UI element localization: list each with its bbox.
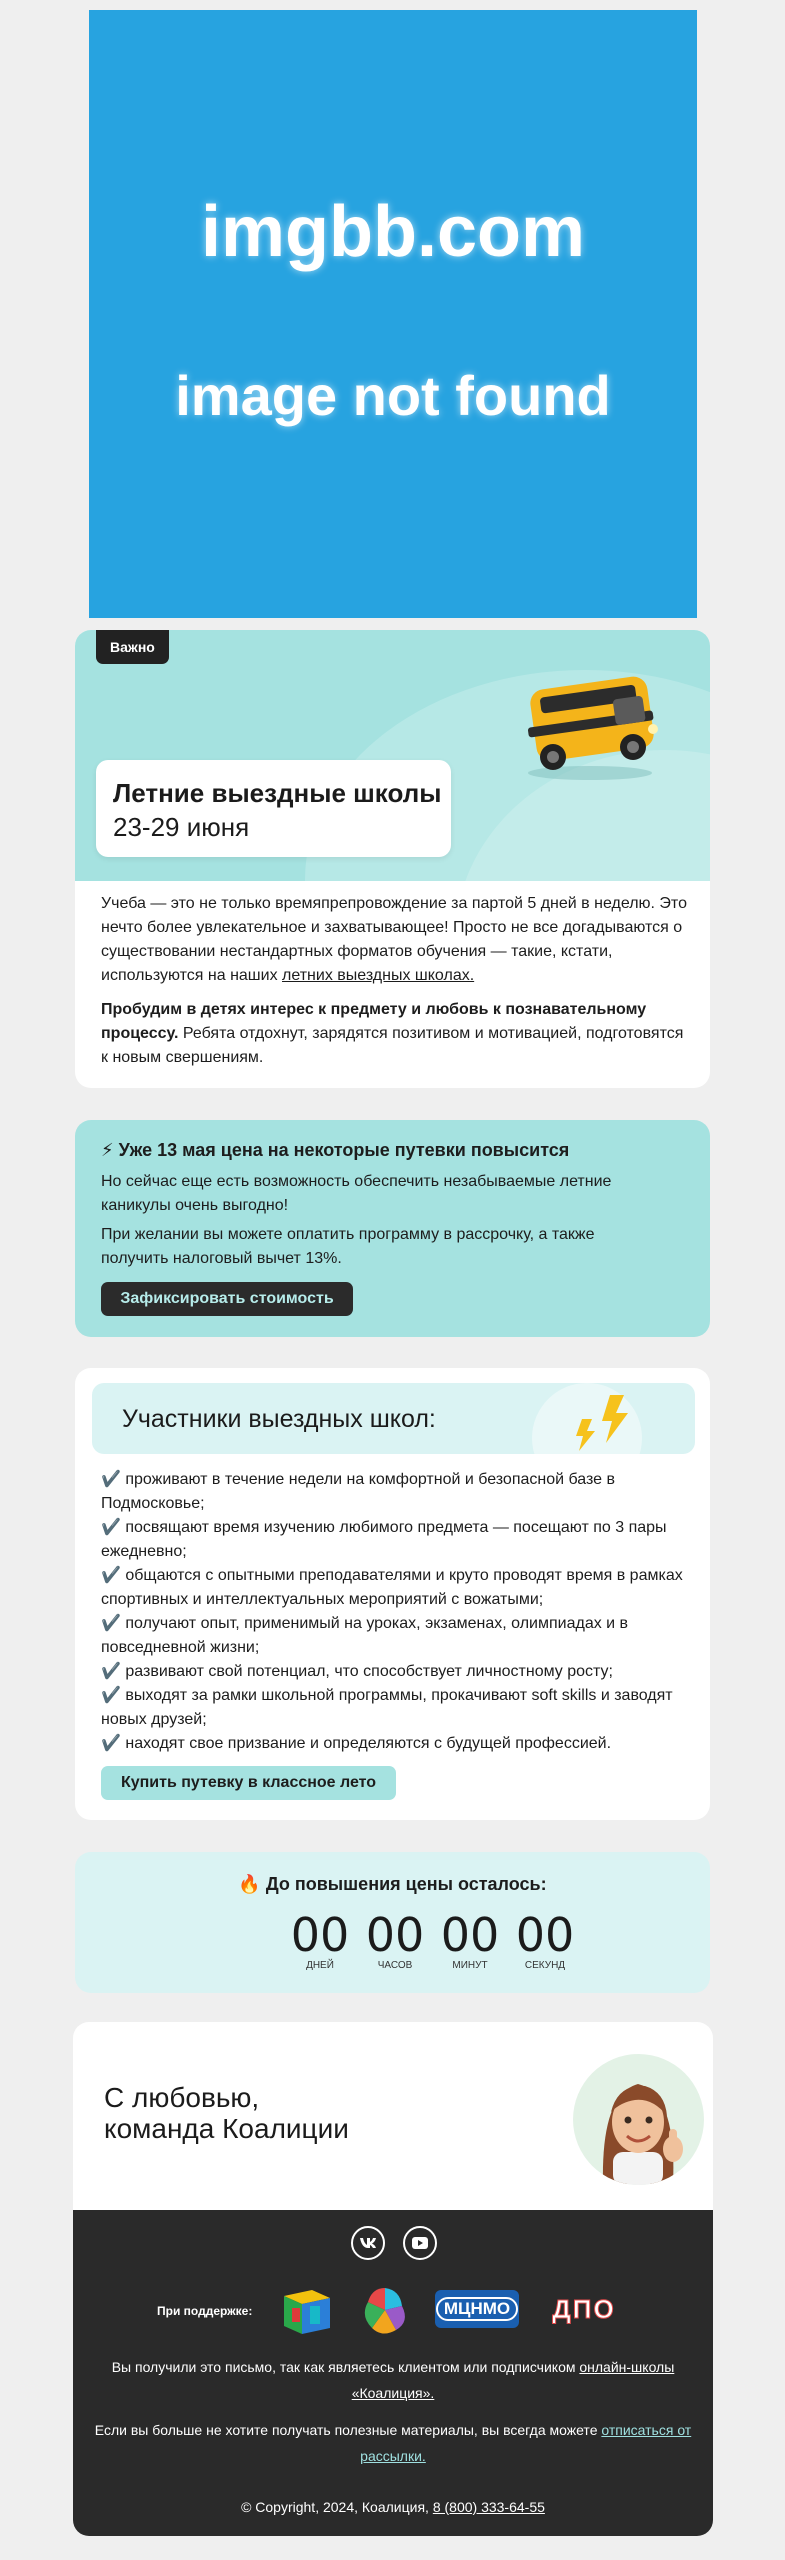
copyright: © Copyright, 2024, Коалиция, 8 (800) 333-64-55: [241, 2499, 545, 2515]
petal-logo-icon: [356, 2284, 414, 2336]
youtube-icon[interactable]: [403, 2226, 437, 2260]
support-label: При поддержке:: [157, 2304, 253, 2318]
list-item: ✔️ развивают свой потенциал, что способствует личностному росту;: [101, 1663, 613, 1680]
school-bus-icon: [515, 655, 665, 785]
subscription-notice: Вы получили это письмо, так как являетесь клиентом или подписчиком онлайн-школы «Коалиция».: [111, 2359, 675, 2401]
hero-line-1: imgbb.com: [200, 191, 585, 272]
list-item: ✔️ посвящают время изучению любимого предмета — посещают по 3 пары ежедневно;: [101, 1519, 667, 1560]
summer-schools-banner: [75, 630, 710, 881]
mcnmo-logo: МЦНМО: [435, 2290, 519, 2328]
price-paragraph-2: При желании вы можете оплатить программу в рассрочку, а также получить налоговый вычет 13%.: [101, 1226, 595, 1267]
list-item: ✔️ проживают в течение недели на комфортной и безопасной базе в Подмосковье;: [101, 1471, 616, 1512]
phone-link[interactable]: 8 (800) 333-64-55: [432, 2499, 545, 2515]
countdown-hours: 00 ЧАСОВ: [365, 1908, 425, 1971]
unsubscribe-notice: Если вы больше не хотите получать полезные материалы, вы всегда можете отписаться от рассылки.: [94, 2422, 692, 2464]
vk-icon[interactable]: [351, 2226, 385, 2260]
important-badge: Важно: [96, 630, 169, 664]
footer: [73, 2210, 713, 2536]
countdown-card: [75, 1852, 710, 1993]
list-item: ✔️ общаются с опытными преподавателями и круто проводят время в рамках спортивных и интеллектуальных мероприятий с вожатыми;: [101, 1567, 683, 1608]
summer-schools-card: [75, 630, 710, 1088]
signature-card: [73, 2022, 713, 2212]
summer-schools-link[interactable]: летних выездных школах.: [282, 967, 475, 984]
price-increase-heading: ⚡ Уже 13 мая цена на некоторые путевки повысится: [101, 1140, 570, 1160]
avatar: [573, 2054, 704, 2185]
summer-schools-dates: 23-29 июня: [113, 812, 250, 842]
lightning-icon: [562, 1391, 642, 1451]
countdown-minutes: 00 МИНУТ: [440, 1908, 500, 1971]
participants-list: [101, 1468, 691, 1756]
list-item: ✔️ находят свое призвание и определяются с будущей профессией.: [101, 1735, 612, 1752]
list-item: ✔️ выходят за рамки школьной программы, прокачивают soft skills и заводят новых друзей;: [101, 1687, 673, 1728]
hero-image-placeholder: [89, 10, 697, 618]
countdown-days: 00 ДНЕЙ: [290, 1908, 350, 1971]
fix-price-button[interactable]: Зафиксировать стоимость: [101, 1282, 353, 1316]
buy-trip-button[interactable]: Купить путевку в классное лето: [101, 1766, 396, 1800]
unsubscribe-link[interactable]: отписаться от рассылки.: [360, 2422, 692, 2464]
summer-schools-title: Летние выездные школы: [113, 778, 442, 808]
school-link[interactable]: онлайн-школы «Коалиция».: [351, 2359, 675, 2401]
memoji-avatar-icon: [573, 2054, 704, 2185]
countdown-heading: 🔥 До повышения цены осталось:: [238, 1874, 547, 1894]
interest-paragraph: Пробудим в детях интерес к предмету и любовь к познавательному процессу. Ребята отдохнут, зарядятся позитивом и мотивацией, подготовятся к новым свершениям.: [101, 1001, 684, 1066]
price-paragraph-1: Но сейчас еще есть возможность обеспечить незабываемые летние каникулы очень выгодно!: [101, 1173, 612, 1214]
participants-title: Участники выездных школ:: [122, 1405, 436, 1433]
price-increase-card: [75, 1120, 710, 1337]
list-item: ✔️ получают опыт, применимый на уроках, экзаменах, олимпиадах и в повседневной жизни;: [101, 1615, 629, 1656]
participants-card: [75, 1368, 710, 1820]
participants-header: [92, 1383, 695, 1454]
summer-schools-title-box: [96, 760, 451, 857]
dpo-logo: ДПО: [552, 2293, 616, 2324]
countdown-seconds: 00 СЕКУНД: [515, 1908, 575, 1971]
hero-line-2: image not found: [175, 363, 611, 427]
cube-logo-icon: [278, 2284, 336, 2336]
signature-text: С любовью, команда Коалиции: [104, 2082, 349, 2144]
intro-paragraph: Учеба — это не только времяпрепровождение за партой 5 дней в неделю. Это нечто более увлекательное и захватывающее! Просто не все догадываются о существовании нестандартных форматов обучения — такие, кстати, используются на наших летних выездных школах.: [101, 895, 687, 984]
